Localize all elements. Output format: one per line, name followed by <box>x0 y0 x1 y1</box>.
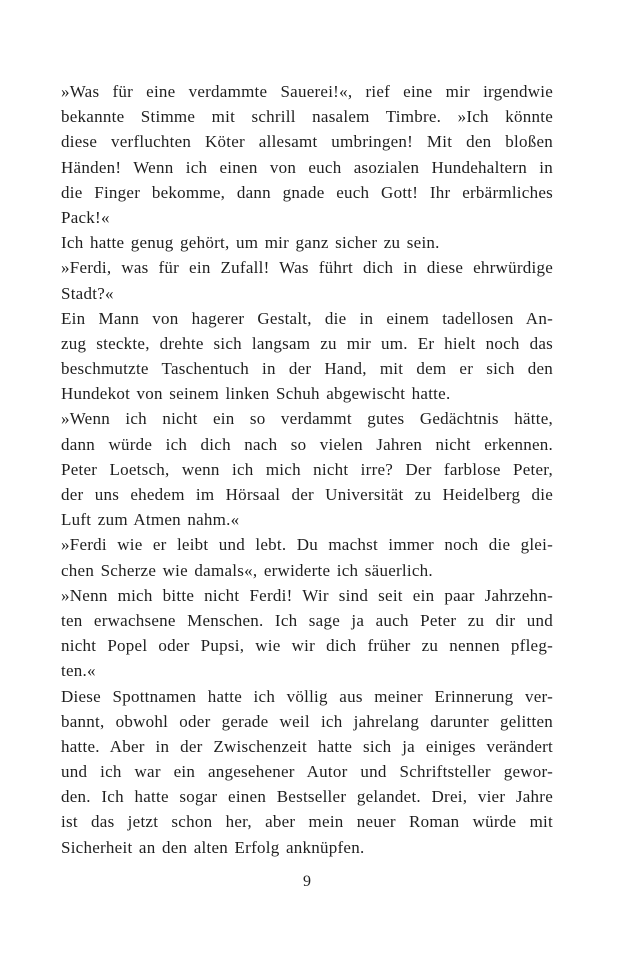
text-line: »Ferdi, was für ein Zufall! Was führt dich in diese ehrwürdige <box>61 258 553 278</box>
text-line: ist das jetzt schon her, aber mein neuer Roman würde mit <box>61 812 553 832</box>
text-block <box>61 79 553 860</box>
text-line: beschmutzte Taschentuch in der Hand, mit dem er sich den <box>61 359 553 379</box>
text-line: die Finger bekomme, dann gnade euch Gott! Ihr erbärmliches <box>61 182 553 202</box>
text-line: ten erwachsene Menschen. Ich sage ja auch Peter zu dir und <box>61 610 553 630</box>
text-line: nicht Popel oder Pupsi, wie wir dich früher zu nennen pfleg- <box>61 636 553 656</box>
page-number: 9 <box>303 873 311 890</box>
text-line: diese verfluchten Köter allesamt umbringen! Mit den bloßen <box>61 132 553 152</box>
text-line: den. Ich hatte sogar einen Bestseller gelandet. Drei, vier Jahre <box>61 787 553 807</box>
text-line: Hundekot von seinem linken Schuh abgewischt hatte. <box>61 384 451 404</box>
text-line: Ich hatte genug gehört, um mir ganz sicher zu sein. <box>61 233 440 253</box>
text-line: hatte. Aber in der Zwischenzeit hatte sich ja einiges verändert <box>61 736 553 756</box>
text-line: Stadt?« <box>61 283 114 303</box>
text-line: Peter Loetsch, wenn ich mich nicht irre? Der farblose Peter, <box>61 459 553 479</box>
text-line: ten.« <box>61 661 96 681</box>
text-line: Luft zum Atmen nahm.« <box>61 510 240 530</box>
text-line: der uns ehedem im Hörsaal der Universität zu Heidelberg die <box>61 485 553 504</box>
text-line: Sicherheit an den alten Erfolg anknüpfen. <box>61 837 365 857</box>
text-line: Händen! Wenn ich einen von euch asozialen Hundehaltern in <box>61 157 553 177</box>
text-line: Pack!« <box>61 207 110 227</box>
text-line: bannt, obwohl oder gerade weil ich jahrelang darunter gelitten <box>61 711 553 731</box>
text-line: dann würde ich dich nach so vielen Jahren nicht erkennen. <box>61 434 553 454</box>
text-line: »Ferdi wie er leibt und lebt. Du machst immer noch die glei- <box>61 535 553 555</box>
text-line: Diese Spottnamen hatte ich völlig aus meiner Erinnerung ver- <box>61 686 553 706</box>
text-line: und ich war ein angesehener Autor und Schriftsteller gewor- <box>61 762 553 782</box>
text-line: »Wenn ich nicht ein so verdammt gutes Gedächtnis hätte, <box>61 409 553 429</box>
text-line: chen Scherze wie damals«, erwiderte ich säuerlich. <box>61 560 433 580</box>
text-line: »Nenn mich bitte nicht Ferdi! Wir sind seit ein paar Jahrzehn- <box>61 585 553 605</box>
text-line: »Was für eine verdammte Sauerei!«, rief eine mir irgendwie <box>61 82 553 101</box>
text-line: Ein Mann von hagerer Gestalt, die in einem tadellosen An- <box>61 308 553 328</box>
text-line: zug steckte, drehte sich langsam zu mir um. Er hielt noch das <box>61 333 553 353</box>
text-line: bekannte Stimme mit schrill nasalem Timbre. »Ich könnte <box>61 107 553 127</box>
